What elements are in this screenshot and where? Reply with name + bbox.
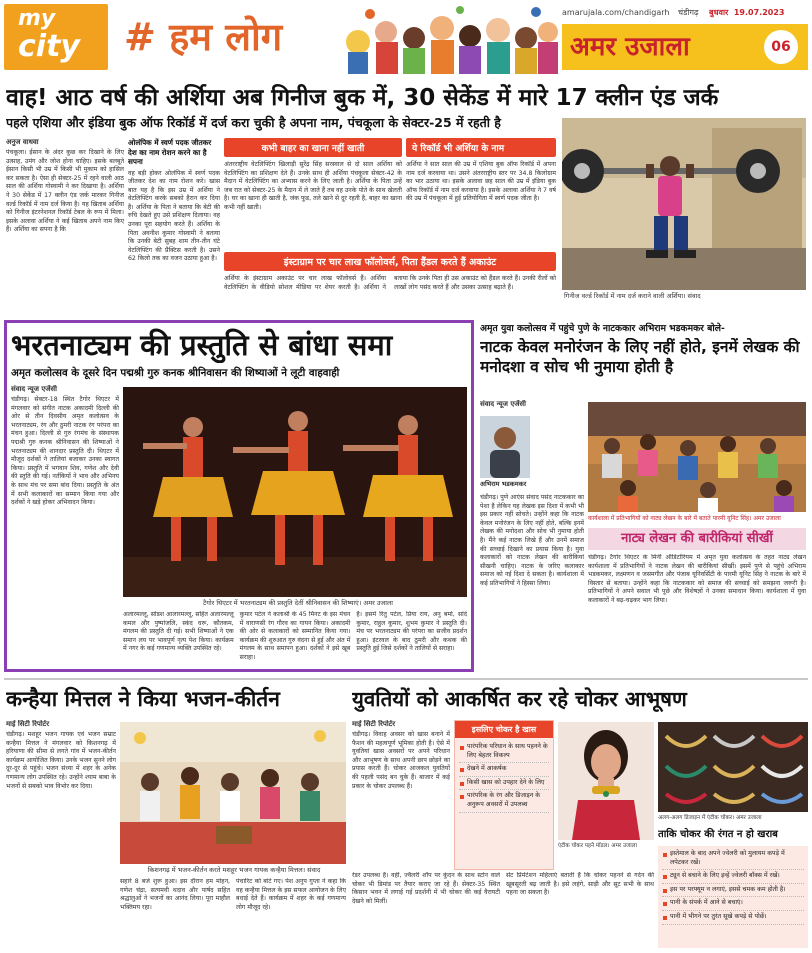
mycity-logo-line1: my [18, 6, 56, 31]
weightlifter-photo [562, 118, 806, 290]
choker-column-1 [352, 720, 450, 868]
mycity-logo [4, 4, 108, 70]
choker-col2-text: रेडर उपलब्ध हैं। वहीं, ज्वैलरी शॉप पर कुंदन के साथ स्टोन वाले चोकर भी डिमांड पर तैयार कराए जा रहे हैं। सेक्टर-35 स्थित किसान भवन में लगाई गई प्रदर्शनी में भी चोकर की कई वैरायटी देखने को मिलीं। [352, 872, 500, 905]
bhajan-col2-text: सहारे 8 बजे शुरू हुआ। इस दौरान हम मोहन, गणेश चंद्रा, सत्यमवी थदाव और पार्षद सहित श्रद्धालुओं ने भजनों का आनंद लिया। पूरा माहौल भक्तिमय रहा। [120, 878, 230, 911]
edition-city: चंडीगढ़ [678, 8, 699, 17]
header-meta [562, 4, 808, 22]
records-box-text: अर्शिया ने सात साल की उम्र में एशिया बुक ऑफ रिकॉर्ड में अपना नाम दर्ज करवाया था। उसने अंतरराष्ट्रीय स्तर पर 34.8 किलोग्राम का भार उठाया था। इसके अलावा छह साल की उम्र में इंडिया बुक ऑफ रिकॉर्ड में नाम दर्ज करवाया है। इसके अलावा अर्शिया ने 7 वर्ष की उम्र में पंचकूला में हुई प्रतियोगिता में स्वर्ण पदक जीता है। [406, 161, 556, 203]
newspaper-name: अमर उजाला [570, 32, 690, 62]
lead-subheadline: पहले एशिया और इंडिया बुक ऑफ रिकॉर्ड में दर्ज करा चुकी है अपना नाम, पंचकूला के सेक्टर-25 में रहती है [6, 115, 501, 130]
theatre-headline: नाटक केवल मनोरंजन के लिए नहीं होते, इनमें लेखक की मनोदशा व सोच भी नुमाया होती है [480, 338, 800, 376]
lead-column-1 [6, 138, 124, 314]
choker-model-photo [558, 722, 654, 840]
choker-care-item: पानी के संपर्क में आने से बचाएं। [662, 897, 804, 911]
newspaper-banner [562, 24, 808, 70]
dance-photo-caption: टैगोर थिएटर में भरतनाट्यम की प्रस्तुति देतीं श्रीनिवासन की शिष्याएं। अमर उजाला [203, 599, 393, 607]
site-url: amarujala.com/chandigarh [562, 8, 670, 17]
workshop-photo [588, 402, 806, 512]
theatre-subheadline: नाट्य लेखन की बारीकियां सीखीं [588, 528, 806, 550]
choker-care-headline: ताकि चोकर की रंगत न हो खराब [658, 829, 778, 840]
choker-care-list [658, 846, 808, 927]
bhajan-headline: कन्हैया मित्तल ने किया भजन-कीर्तन [6, 687, 280, 711]
theatre-column-1 [480, 400, 584, 636]
page-number: 06 [764, 30, 798, 64]
lead-col1-text: पंचकूला। ईसान के अंदर कुछ कर दिखाने के लिए उत्साह, उमंग और जोश होना चाहिए। इसके बलबूते ईसान किसी भी उम्र में किसी भी मुकाम को हासिल कर सकता है। ऐसा ही सेक्टर-25 में रहने वाली आठ साल की अर्शिया गोस्वामी ने कर दिखाया है। अर्शिया ने 30 सेकेंड में 17 क्लीन एंड जर्क मारकर गिनीज वर्ल्ड रिकॉर्ड में नाम दर्ज किया है। यह खिताब अर्शिया को गिनीज इंटरनेशनल रिकॉर्ड टेबल के रूप में मिला। इसके अलावा अर्शिया ने कई खिताब अपने नाम किए हैं। अर्शिया का सपना है कि [6, 149, 124, 234]
choker-care-box [658, 846, 808, 948]
theatre-subtext: चंडीगढ़। टैगोर थिएटर के मिनी ऑडिटोरियम में अमृत युवा कलोत्सव के तहत नाट्य लेखन कार्यशाला में प्रतिभागियों ने नाटक लेखन की बारीकियां सीखीं। इसमें पुणे से पहुंचे अभिराम भडकमकर, लक्ष्मणन व जसमगीत और पंजाब यूनिवर्सिटी के पारमी यूनिट सिंह ने नाटक के बारे में विस्तार से बताया। उन्होंने कहा कि नाटककार को समाज की सच्चाई को समझना जरूरी है। प्रतिभागियों ने अपने सवाल भी पूछे और विशेषज्ञों ने उनका समाधान किया। कार्यशाला में युवा कलाकारों ने बढ़-चढ़कर भाग लिया। [588, 554, 806, 604]
lead-headline: वाह! आठ वर्ष की अर्शिया अब गिनीज बुक में, 30 सेकेंड में मारे 17 क्लीन एंड जर्क [6, 85, 719, 111]
records-box-title: ये रिकॉर्ड भी अर्शिया के नाम [406, 138, 556, 157]
masthead [0, 0, 812, 78]
choker-box-title: इसलिए चोकर है खास [455, 721, 553, 738]
choker-box-item: किसी खास को उपहार देने के लिए [459, 777, 549, 791]
dance-col1-text: चंडीगढ़। सेक्टर-18 स्थित टैगोर थिएटर में मंगलवार को संगीत नाटक अकादमी दिल्ली की ओर से तीन दिवसीय अमृत कलोत्सव के भरतनाट्यम, रंग और ठुमरी नाटक रंग परंपरा का मंचन हुआ। दिल्ली से गुरु रंगमंच के संस्थापक पद्मश्री गुरु कनक श्रीनिवासन की शिष्याओं ने भरतनाट्यम की शानदार प्रस्तुति दी। थिएटर में मौजूद दर्शकों ने तालियां बजाकर उनका स्वागत किया। प्रस्तुति में भगवान शिव, गणेश और देवी की स्तुति की गई। नर्तकियों ने भाव और अभिनय के साथ मंच पर समा बांध दिया। प्रस्तुति के अंत में सभी कलाकारों का सम्मान किया गया और दर्शकों ने खड़े होकर अभिवादन किया। [11, 396, 119, 507]
dance-headline: भरतनाट्यम की प्रस्तुति से बांधा समा [11, 328, 393, 362]
choker-box-item: देखने में आकर्षक [459, 763, 549, 777]
choker-box-item: पारंपरिक परिधान के साथ पहनने के लिए बेहतर विकल्प [459, 741, 549, 763]
bhajan-col3-text: पंचारिट को बांटे गए। पेश अनुप गुप्ता ने कहा कि वह कन्हैया मित्तल के इस सफल आयोजन के लिए बधाई देते हैं। कार्यक्रम में शहर के कई गणमान्य लोग मौजूद रहे। [236, 878, 346, 911]
instagram-box-text: अर्शिया के इंस्टाग्राम अकाउंट पर चार लाख फॉलोवर्स हैं। अर्शिया वेटलिफ्टिंग के वीडियो सोशल मीडिया पर शेयर करती है। अर्शिया ने बताया कि उनके पिता ही उस अकाउंट को हैंडल करते हैं। उनकी रीलों को लाखों लोग पसंद करते हैं और उसका उत्साह बढ़ाते हैं। [224, 275, 556, 291]
section-divider [4, 678, 808, 680]
dance-col3-text: कुमार पटेल ने कलाश्री के 45 मिनट के इस मंचन में वाराणसी रंग गौरव का गायन किया। अकादमी की ओर से कलाकारों को सम्मानित किया गया। कार्यक्रम की शुरुआत गुरु वंदना से हुई और अंत में मंगलम के साथ समापन हुआ। दर्शकों ने इसे खूब सराहा। [239, 611, 351, 661]
food-box [224, 138, 402, 248]
choker-display-caption: अलग-अलग डिजाइन में एंटीक चोकर। अमर उजाला [658, 815, 762, 821]
theatre-text: चंडीगढ़। पुणे आएंस संवाद पसंद नाटककार का पेशा है लेकिन यह लेखक इस दिशा में कभी भी इस प्रकार नहीं सोचते। उन्होंने कहा कि नाटक केवल मनोरंजन के लिए नहीं होते, बल्कि इनमें लेखक की मनोदशा और सोच भी नुमाया होती है। मैंने कई नाटक लिखे हैं और उनमें समाज की सच्चाई दिखाने का प्रयास किया है। युवा कलाकारों को नाटक लेखन की बारीकियां सीखनी चाहिए। नाटक के जरिए कलाकार समाज को नई दिशा दे सकता है। कार्यशाला में कई प्रतिभागियों ने हिस्सा लिया। [480, 494, 584, 587]
dance-col4-text: है। इसमें रितु पटेल, प्रिया राय, अनु बर्मा, सांदे कुमार, राहुल कुमार, शुभम कुमार ने प्रस्तुति दी। मंच पर भरतनाट्यम की परंपरा का सजीव प्रदर्शन हुआ। इंटरवल के बाद ठुमरी और कथक की प्रस्तुति हुई जिसे दर्शकों ने तालियों से सराहा। [356, 611, 467, 653]
bhajan-byline: माई सिटी रिपोर्टर [6, 720, 50, 728]
choker-care-item: इस्तेमाल के बाद अपने ज्वेलरी को मुलायम कपड़े में लपेटकर रखें। [662, 848, 804, 870]
choker-box-list [455, 738, 553, 816]
lead-col2-text: वह बड़ी होकर ओलंपिक में स्वर्ण पदक जीतकर देश का नाम रोशन करे। खास बात यह है कि इस उम्र में अर्शिया ने वेटलिफ्टिंग करके सबको हैरान कर दिया है। अर्शिया के पिता ने बताया कि बेटी की रुचि देखते हुए उसे प्रशिक्षण दिलाया। वह उनका पूरा सहयोग करते हैं। अर्शिया के पिता अवनीश कुमार गोस्वामी ने बताया कि उनकी बेटी सुबह शाम तीन-तीन घंटे वेटलिफ्टिंग की प्रैक्टिस करती है। उसने 62 किलो तक का वजन उठाया हुआ है। [128, 169, 220, 263]
dance-text-columns [123, 611, 467, 669]
olympic-dream-title: ओलंपिक में स्वर्ण पदक जीतकर देश का नाम रोशन करने का है सपना [128, 138, 212, 166]
lead-column-2 [128, 138, 220, 314]
theatre-kicker: अमृत युवा कलोत्सव में पहुंचे पुणे के नाटककार अभिराम भडकमकर बोले- [480, 323, 725, 334]
weekday: बुधवार [709, 8, 729, 17]
dance-col2-text: अलारमल्लू, सोडश आलारमल्लू, सहित अलारमल्लू कमल और पुष्पांजलि, स्कंद धरू, कौतकम, मंगलम की प्रस्तुति दी गई। सभी शिष्याओं ने एक समान लय पर भावपूर्ण नृत्य पेश किया। कार्यक्रम में नगर के कई गणमान्य व्यक्ति उपस्थित रहे। [123, 611, 234, 653]
writer-photo [480, 416, 530, 478]
writer-caption: अभिराम भडकमकर [480, 480, 527, 488]
bhajan-photo [120, 722, 346, 864]
instagram-box-title: इंस्टाग्राम पर चार लाख फॉलोवर्स, पिता हैंडल करते हैं अकाउंट [224, 252, 556, 271]
theatre-byline: संवाद न्यूज एजेंसी [480, 400, 526, 408]
records-box [406, 138, 556, 248]
instagram-box [224, 252, 556, 314]
food-box-text: अंतरराष्ट्रीय वेटलिफ्टिंग खिलाड़ी सुरेंद्र सिंह सरस्वाल से दो साल अर्शिया को वेटलिफ्टिंग का प्रशिक्षण देते हैं। उनके साथ ही अर्शिया पंचकूला सेक्टर-42 के मैदान में वेटलिफ्टिंग का अभ्यास करने के लिए जाती है। अर्शिया के पिता उन्हें जब रात को सेक्टर-25 के मैदान में ले जाते हैं तब वह उनके पोते के साथ खेलती है। घर का खाना ही खाती है, जंक फूड, तले खाने से दूर रहती है, बाहर का खाना कभी नहीं खाती। [224, 161, 402, 211]
dancers-photo [123, 387, 467, 597]
weightlifter-caption: गिनीज वर्ल्ड रिकॉर्ड में नाम दर्ज कराने वाली अर्शिया। संवाद [564, 292, 701, 300]
choker-text-columns [352, 872, 654, 948]
choker-display-photo [658, 722, 808, 812]
dance-column-1 [11, 385, 119, 669]
people-illustration [340, 2, 560, 74]
choker-care-item: पानी में भीगने पर तुरंत सूखे कपड़े से पोछें। [662, 911, 804, 925]
dance-story-frame [4, 320, 474, 672]
workshop-caption: कार्यशाला में प्रतिभागियों को नाट्य लेखन के बारे में बताते पारमी यूनिट सिंह। अमर उजाला [588, 515, 781, 522]
dance-byline: संवाद न्यूज एजेंसी [11, 385, 57, 393]
choker-col1-text: चंडीगढ़। विवाह अवसर को खास बनाने में फैशन की महत्वपूर्ण भूमिका होती है। ऐसे में युवतियां खास अवसरों पर अपने परिधान और आभूषण के साथ अपनी छाप छोड़ने का प्रयास करती हैं। चोकर आजकल युवतियों की पहली पसंद बन चुके हैं। बाजार में कई प्रकार के चोकर उपलब्ध हैं। [352, 731, 450, 790]
choker-special-box [454, 720, 554, 870]
bhajan-text-columns [120, 878, 346, 946]
lead-byline: अनुज वाधवा [6, 138, 39, 146]
food-box-title: कभी बाहर का खाना नहीं खाती [224, 138, 402, 157]
choker-model-caption: एंटीक चोकर पहने मॉडल। अमर उजाला [558, 843, 637, 849]
bhajan-caption: किशनगढ़ में भजन-कीर्तन करते मशहूर भजन गायक कन्हैया मित्तल। संवाद [147, 866, 321, 874]
date: 19.07.2023 [733, 8, 785, 17]
choker-col3-text: सेंट प्रिमेंटेशन महिलाएं बताती हैं कि चोकर पहनने से गर्दन की खूबसूरती बढ़ जाती है। इसे लहंगे, साड़ी और सूट सभी के साथ पहना जा सकता है। [506, 872, 654, 897]
dance-subheadline: अमृत कलोत्सव के दूसरे दिन पद्मश्री गुरु कनक श्रीनिवासन की शिष्याओं ने लूटी वाहवाही [11, 367, 340, 379]
section-title: # हम लोग [124, 15, 283, 59]
mycity-logo-line2: city [18, 29, 80, 64]
choker-care-item: ट्यून से बचाने के लिए इन्हें ज्वेलरी बॉक्स में रखें। [662, 870, 804, 884]
bhajan-column-1 [6, 720, 116, 946]
choker-byline: माई सिटी रिपोर्टर [352, 720, 396, 728]
choker-box-item: पारंपरिक के रंग और डिजाइन के अनुरूप अवसरों में उपलब्ध [459, 790, 549, 812]
bhajan-col1-text: चंडीगढ़। मशहूर भजन गायक एवं भजन सम्राट कन्हैया मित्तल ने मंगलवार को किशनगढ़ में हरियाणा की सीमा से लगते गांव में भजन-कीर्तन कार्यक्रम आयोजित किया। उनके भजन सुनने लोग दूर-दूर से पहुंचे। भजन संध्या में शहर के अनेक गणमान्य लोग उपस्थित रहे। उन्होंने श्याम बाबा के भजनों से सबको भाव विभोर कर दिया। [6, 731, 116, 790]
choker-care-item: इस पर परफ्यूम न लगाएं, इससे चमक कम होती है। [662, 884, 804, 898]
choker-headline: युवतियों को आकर्षित कर रहे चोकर आभूषण [352, 687, 687, 711]
